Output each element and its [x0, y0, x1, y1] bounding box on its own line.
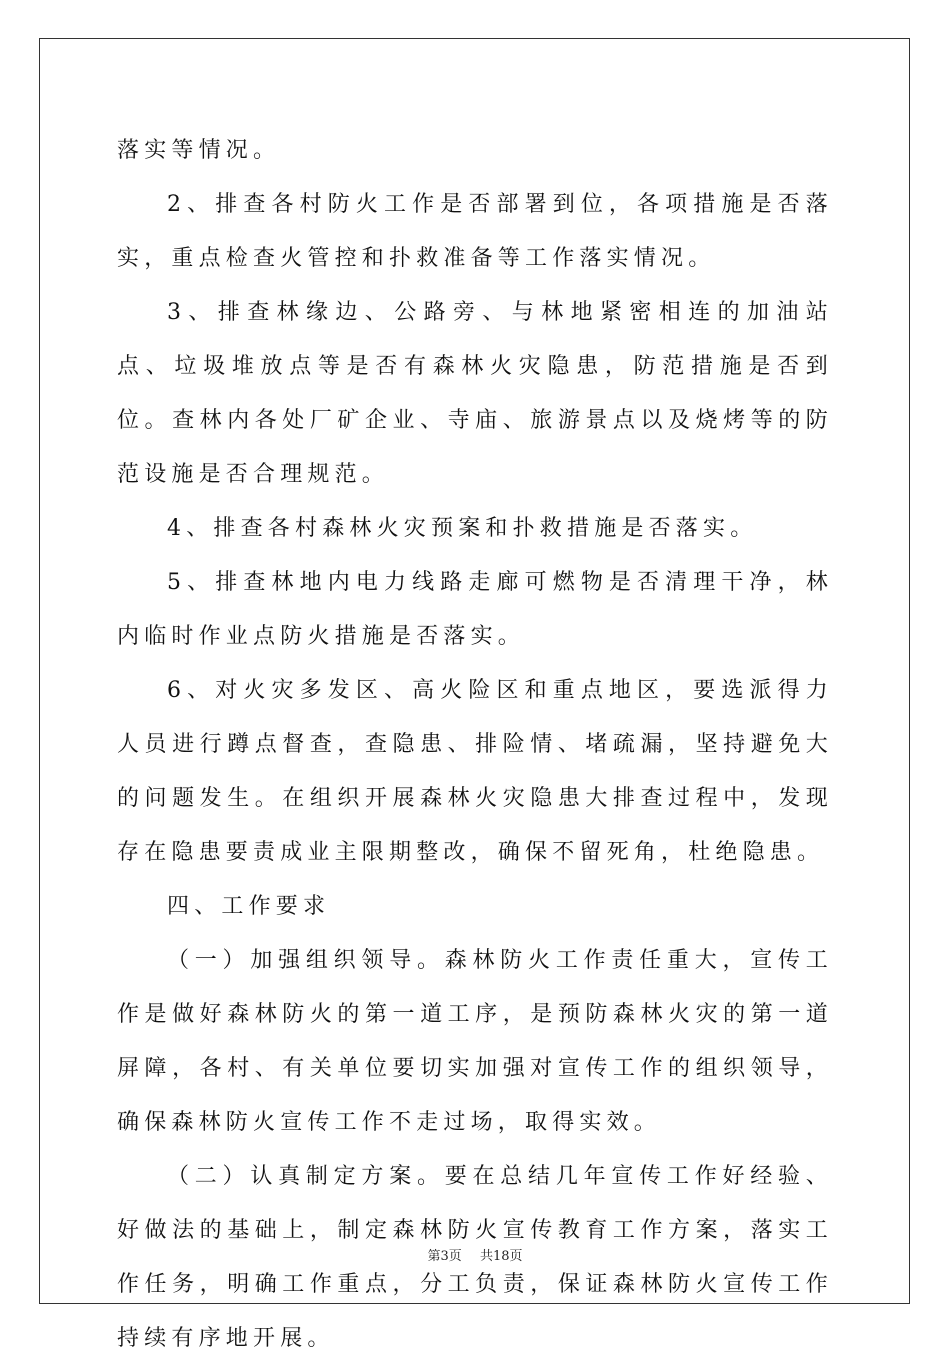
paragraph-7: （一）加强组织领导。森林防火工作责任重大，宣传工作是做好森林防火的第一道工序，是预防森林火灾的第一道屏障，各村、有关单位要切实加强对宣传工作的组织领导，确保森林防火宣传工作不走过场，取得实效。: [117, 948, 833, 1135]
paragraph-1: 落实等情况。: [117, 138, 281, 163]
paragraph-6: 6、对火灾多发区、高火险区和重点地区，要选派得力人员进行蹲点督查，查隐患、排险情、堵疏漏，坚持避免大的问题发生。在组织开展森林火灾隐患大排查过程中，发现存在隐患要责成业主限期整改，确保不留死角，杜绝隐患。: [117, 678, 833, 865]
page-footer: [0, 1245, 950, 1264]
paragraph-4: 4、排查各村森林火灾预案和扑救措施是否落实。: [167, 516, 758, 541]
document-body: [117, 124, 833, 1366]
paragraph-5: 5、排查林地内电力线路走廊可燃物是否清理干净，林内临时作业点防火措施是否落实。: [117, 570, 833, 649]
section-heading: 四、工作要求: [167, 894, 331, 919]
paragraph-2: 2、排查各村防火工作是否部署到位，各项措施是否落实，重点检查火管控和扑救准备等工作落实情况。: [117, 192, 833, 271]
paragraph-8: （二）认真制定方案。要在总结几年宣传工作好经验、好做法的基础上，制定森林防火宣传教育工作方案，落实工作任务，明确工作重点，分工负责，保证森林防火宣传工作持续有序地开展。: [117, 1164, 833, 1351]
page-number: 第3页: [427, 1249, 462, 1264]
page-total: 共18页: [479, 1249, 523, 1264]
paragraph-3: 3、排查林缘边、公路旁、与林地紧密相连的加油站点、垃圾堆放点等是否有森林火灾隐患，防范措施是否到位。查林内各处厂矿企业、寺庙、旅游景点以及烧烤等的防范设施是否合理规范。: [117, 300, 833, 487]
